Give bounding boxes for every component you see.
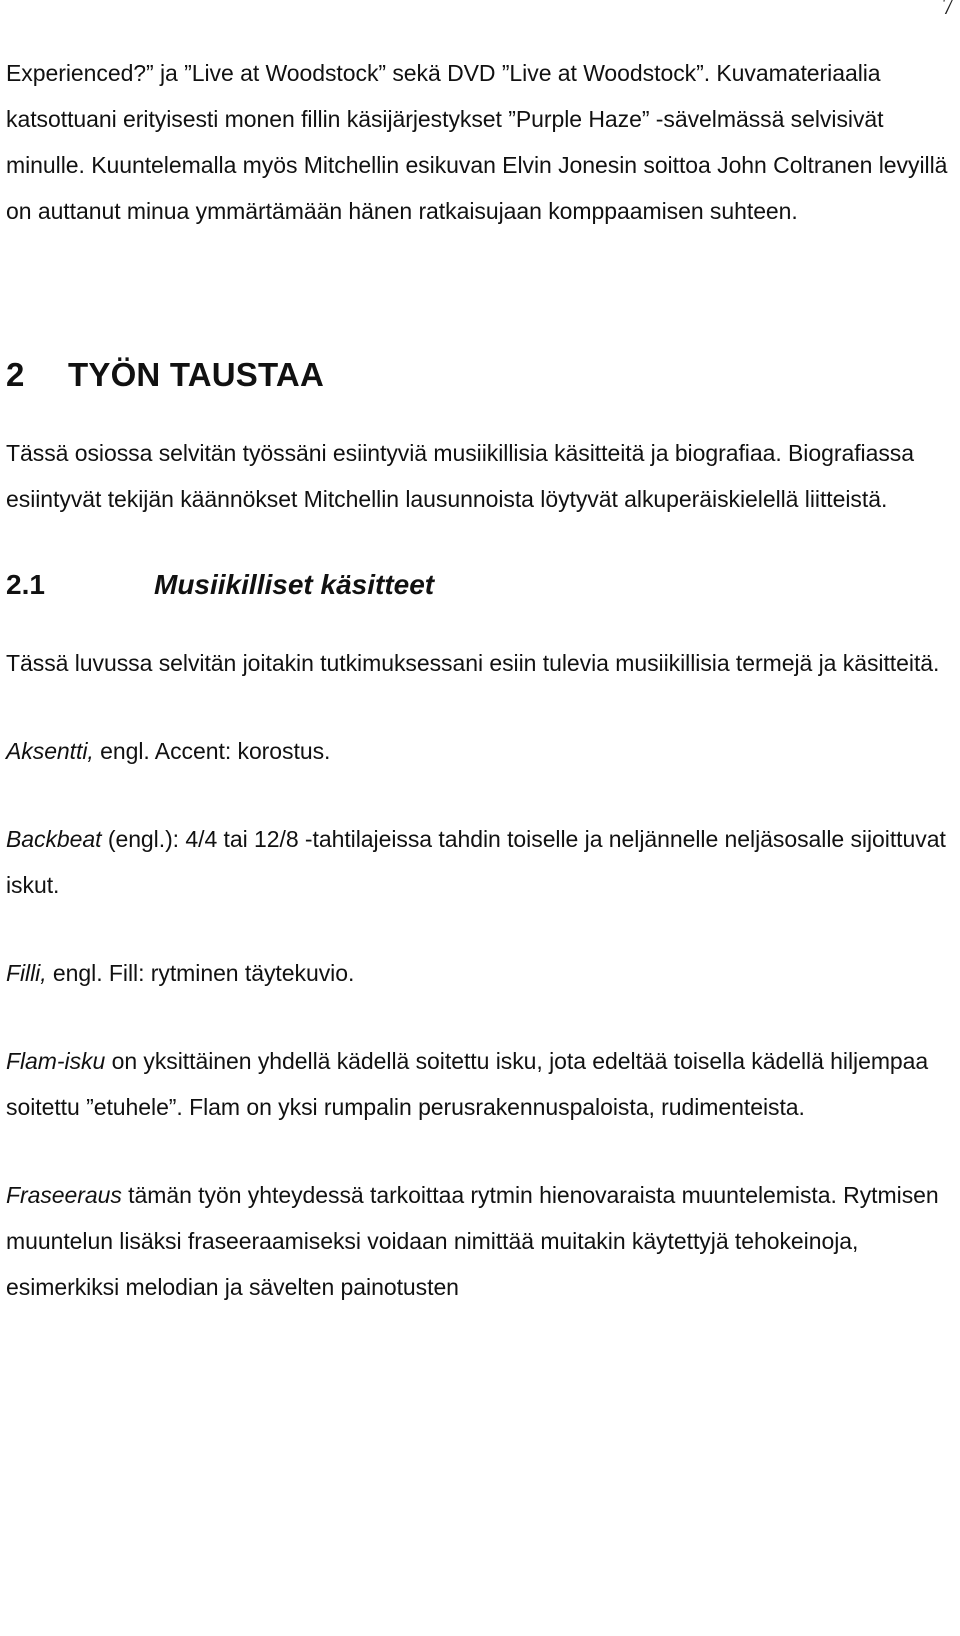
definition-aksentti xyxy=(6,728,956,774)
subsection-number: 2.1 xyxy=(6,569,45,600)
definition-flam-isku xyxy=(6,1038,956,1130)
definition-text: engl. Fill: rytminen täytekuvio. xyxy=(46,960,355,986)
definition-text: tämän työn yhteydessä tarkoittaa rytmin hienovaraista muuntelemista. Rytmisen muuntelun lisäksi fraseeraamiseksi voidaan nimittää muitakin käytettyjä tehokeinoja, esimerkiksi melodian ja sävelten painotusten xyxy=(6,1182,939,1300)
section-number: 2 xyxy=(6,356,25,393)
definition-term: Backbeat xyxy=(6,826,102,852)
definition-term: Aksentti, xyxy=(6,738,94,764)
definition-filli xyxy=(6,950,956,996)
document-body xyxy=(6,50,956,1310)
page-number: 7 xyxy=(942,0,954,20)
definition-term: Filli, xyxy=(6,960,47,986)
definition-text: engl. Accent: korostus. xyxy=(93,738,331,764)
definition-backbeat xyxy=(6,816,956,908)
subsection-heading-2-1 xyxy=(6,562,956,608)
intro-paragraph: Experienced?” ja ”Live at Woodstock” sekä DVD ”Live at Woodstock”. Kuvamateriaalia katsottuani erityisesti monen fillin käsijärjestykset ”Purple Haze” -sävelmässä selvisivät minulle. Kuuntelemalla myös Mitchellin esikuvan Elvin Jonesin soittoa John Coltranen levyillä on auttanut minua ymmärtämään hänen ratkaisujaan komppaamisen suhteen. xyxy=(6,60,948,224)
definition-term: Flam-isku xyxy=(6,1048,106,1074)
section-2-1-paragraph: Tässä luvussa selvitän joitakin tutkimuksessani esiin tulevia musiikillisia termejä ja käsitteitä. xyxy=(6,650,940,676)
section-title: TYÖN TAUSTAA xyxy=(68,356,324,393)
subsection-title: Musiikilliset käsitteet xyxy=(154,569,435,600)
definition-fraseeraus xyxy=(6,1172,956,1310)
section-2-paragraph: Tässä osiossa selvitän työssäni esiintyviä musiikillisia käsitteitä ja biografiaa. Biografiassa esiintyvät tekijän käännökset Mitchellin lausunnoista löytyvät alkuperäiskielellä liitteistä. xyxy=(6,440,914,512)
definition-text: on yksittäinen yhdellä kädellä soitettu isku, jota edeltää toisella kädellä hiljempaa soitettu ”etuhele”. Flam on yksi rumpalin perusrakennuspaloista, rudimenteista. xyxy=(6,1048,929,1120)
definition-text: (engl.): 4/4 tai 12/8 -tahtilajeissa tahdin toiselle ja neljännelle neljäsosalle sijoittuvat iskut. xyxy=(6,826,946,898)
definition-term: Fraseeraus xyxy=(6,1182,122,1208)
section-heading-2 xyxy=(6,350,956,400)
